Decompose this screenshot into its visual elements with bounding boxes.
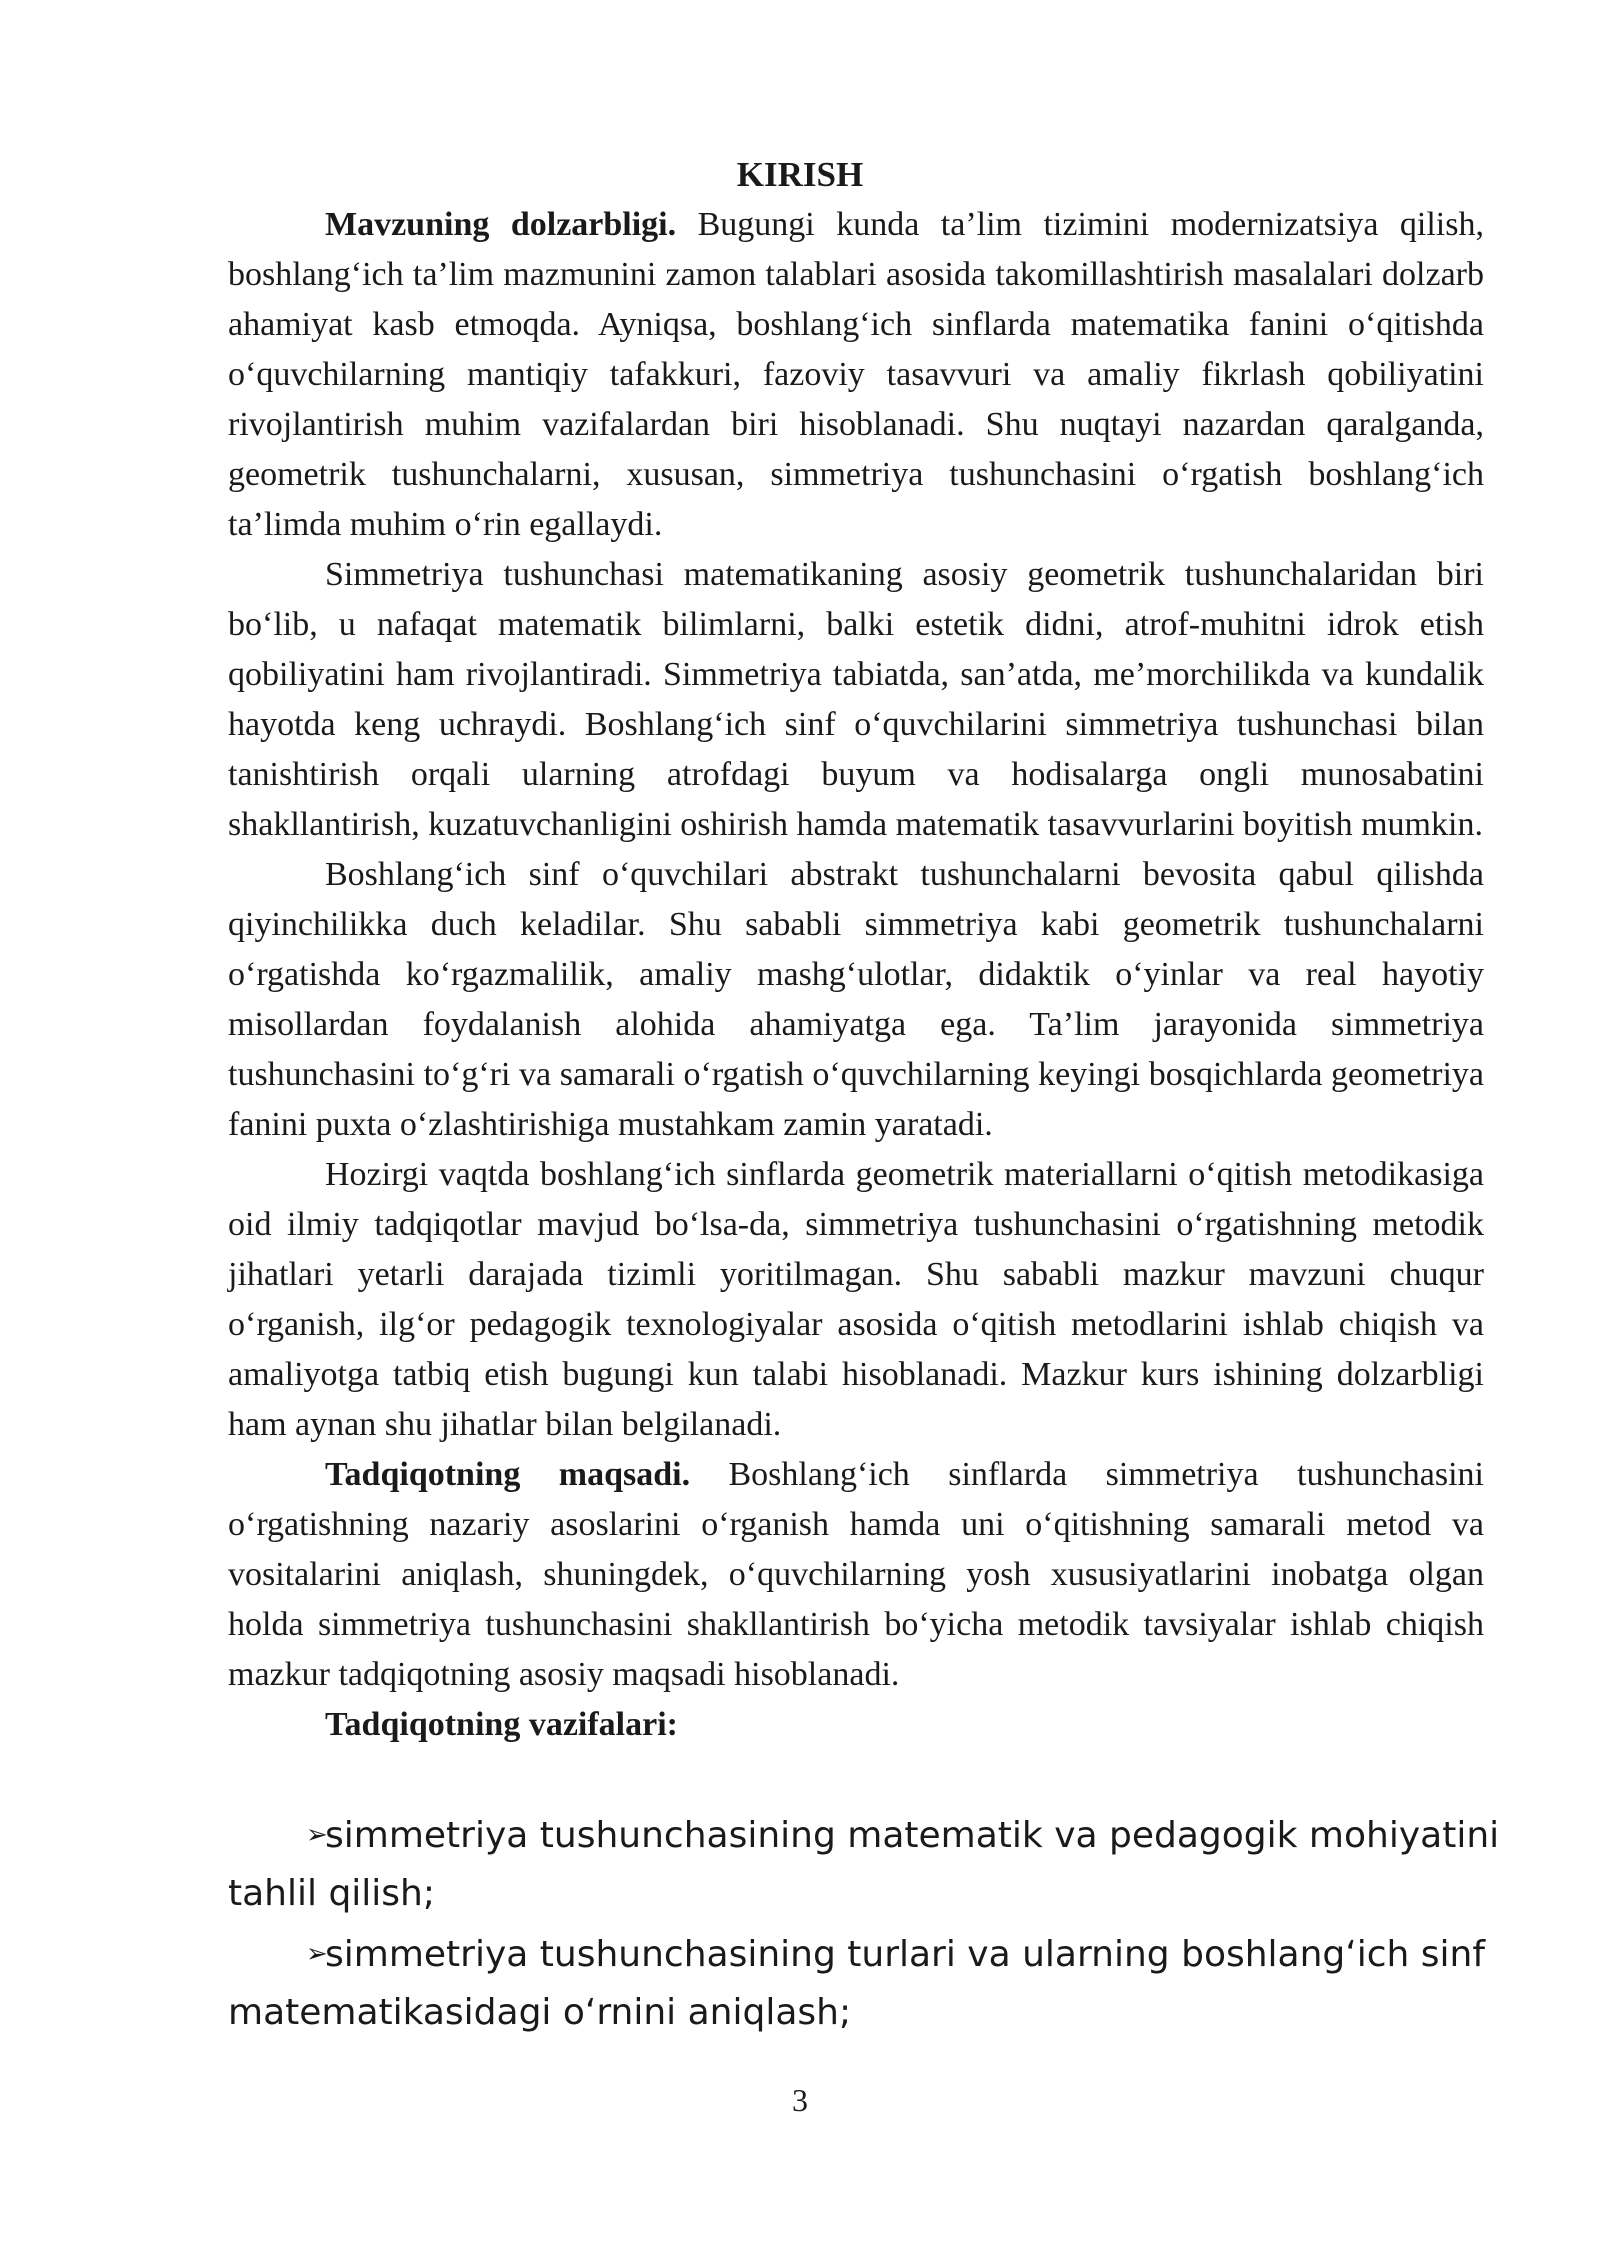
paragraph-text: Bugungi kunda ta’lim tizimini modernizatsiya qilish, boshlang‘ich ta’lim mazmunini zamon talablari asosida takomillashtirish masalalari dolzarb ahamiyat kasb etmoqda. Ayniqsa, boshlang‘ich sinflarda matematika fanini o‘qitishda o‘quvchilarning mantiqiy tafakkuri, fazoviy tasavvuri va amaliy fikrlash qobiliyatini rivojlantirish muhim vazifalardan biri hisoblanadi. Shu nuqtayi nazardan qaralganda, geometrik tushunchalarni, xususan, simmetriya tushunchasini o‘rgatish boshlang‘ich ta’limda muhim o‘rin egallaydi. xyxy=(228,206,1484,543)
paragraph-text: Hozirgi vaqtda boshlang‘ich sinflarda geometrik materiallarni o‘qitish metodikasiga oid ilmiy tadqiqotlar mavjud bo‘lsa-da, simmetriya tushunchasini o‘rgatishning metodik jihatlari yetarli darajada tizimli yoritilmagan. Shu sababli mazkur mavzuni chuqur o‘rganish, ilg‘or pedagogik texnologiyalar asosida o‘qitish metodlarini ishlab chiqish va amaliyotga tatbiq etish bugungi kun talabi hisoblanadi. Mazkur kurs ishining dolzarbligi ham aynan shu jihatlar bilan belgilanadi. xyxy=(228,1156,1484,1443)
tasks-list xyxy=(228,1806,1538,2044)
paragraph-text: Simmetriya tushunchasi matematikaning asosiy geometrik tushunchalaridan biri bo‘lib, u nafaqat matematik bilimlarni, balki estetik didni, atrof-muhitni idrok etish qobiliyatini ham rivojlantiradi. Simmetriya tabiatda, san’atda, me’morchilikda va kundalik hayotda keng uchraydi. Boshlang‘ich sinf o‘quvchilarini simmetriya tushunchasi bilan tanishtirish orqali ularning atrofdagi buyum va hodisalarga ongli munosabatini shakllantirish, kuzatuvchanligini oshirish hamda matematik tasavvurlarini boyitish mumkin. xyxy=(228,556,1484,843)
arrow-bullet-icon: ➢ xyxy=(306,1820,328,1850)
body-text xyxy=(228,200,1484,1750)
task-item xyxy=(228,1806,1538,1923)
task-text: simmetriya tushunchasining turlari va ularning boshlang‘ich sinf matematikasidagi o‘rnini aniqlash; xyxy=(228,1934,1486,2033)
paragraph-abstract-concepts xyxy=(228,850,1484,1150)
task-text: simmetriya tushunchasining matematik va pedagogik mohiyatini tahlil qilish; xyxy=(228,1815,1500,1914)
page-number: 3 xyxy=(792,2082,808,2118)
task-item xyxy=(228,1925,1538,2042)
paragraph-symmetry-concept xyxy=(228,550,1484,850)
paragraph-relevance xyxy=(228,200,1484,550)
paragraph-current-state xyxy=(228,1150,1484,1450)
paragraph-lead: Mavzuning dolzarbligi. xyxy=(325,206,677,243)
paragraph-text: Boshlang‘ich sinflarda simmetriya tushunchasini o‘rgatishning nazariy asoslarini o‘rganish hamda uni o‘qitishning samarali metod va vositalarini aniqlash, shuningdek, o‘quvchilarning yosh xususiyatlarini inobatga olgan holda simmetriya tushunchasini shakllantirish bo‘yicha metodik tavsiyalar ishlab chiqish mazkur tadqiqotning asosiy maqsadi hisoblanadi. xyxy=(228,1456,1484,1693)
paragraph-research-goal xyxy=(228,1450,1484,1700)
section-heading: KIRISH xyxy=(736,155,864,194)
paragraph-lead: Tadqiqotning maqsadi. xyxy=(325,1456,691,1493)
tasks-heading: Tadqiqotning vazifalari: xyxy=(325,1706,678,1743)
arrow-bullet-icon: ➢ xyxy=(306,1939,328,1969)
paragraph-text: Boshlang‘ich sinf o‘quvchilari abstrakt tushunchalarni bevosita qabul qilishda qiyinchilikka duch keladilar. Shu sababli simmetriya kabi geometrik tushunchalarni o‘rgatishda ko‘rgazmalilik, amaliy mashg‘ulotlar, didaktik o‘yinlar va real hayotiy misollardan foydalanish alohida ahamiyatga ega. Ta’lim jarayonida simmetriya tushunchasini to‘g‘ri va samarali o‘rgatish o‘quvchilarning keyingi bosqichlarda geometriya fanini puxta o‘zlashtirishiga mustahkam zamin yaratadi. xyxy=(228,856,1484,1143)
